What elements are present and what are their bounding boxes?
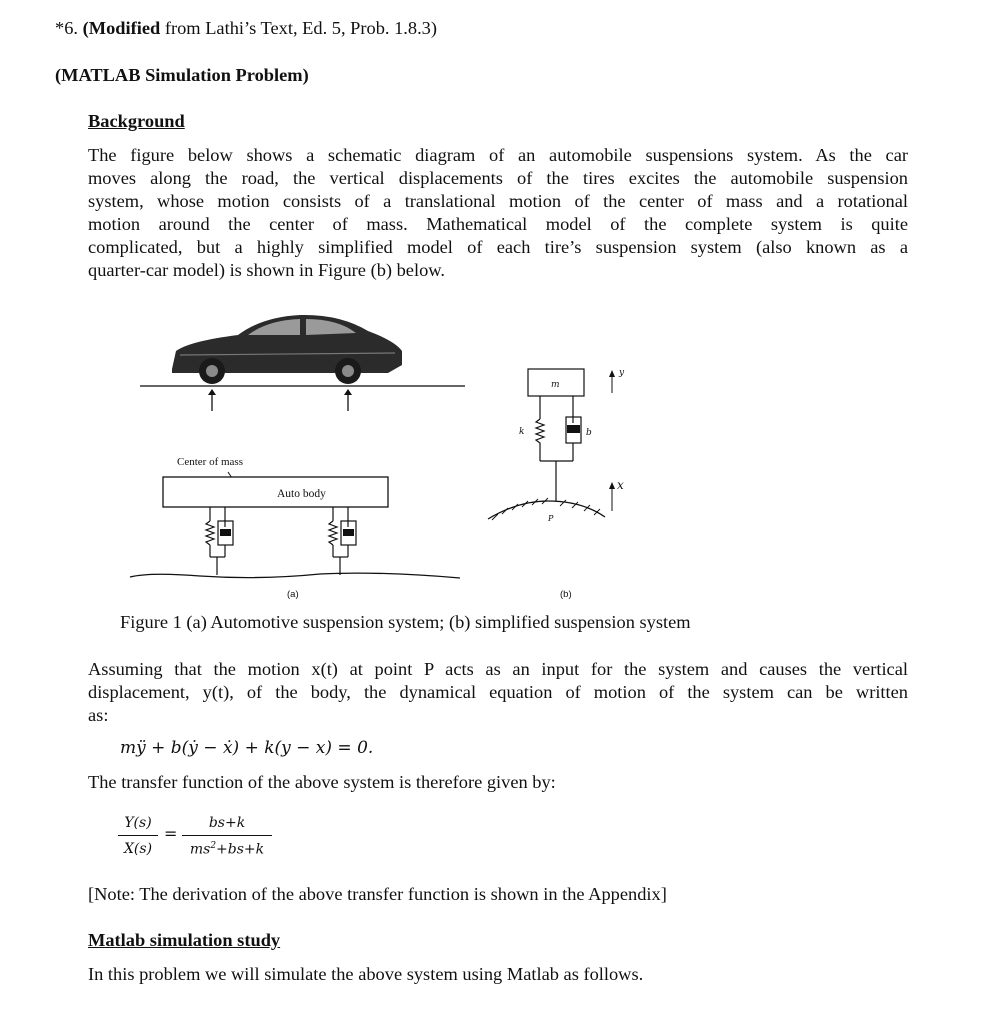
paragraph-line: The figure below shows a schematic diagram of an automobile suspensions system. As the car — [88, 145, 908, 165]
x-axis-label: x — [617, 478, 624, 492]
center-of-mass-label: Center of mass — [177, 456, 243, 468]
modified-label: (Modified — [82, 18, 161, 38]
paragraph-line: quarter-car model) is shown in Figure (b) below. — [88, 260, 445, 280]
figure-a-label: (a) — [287, 589, 299, 600]
problem-source: from Lathi’s Text, Ed. 5, Prob. 1.8.3) — [160, 18, 438, 38]
spring-label: k — [519, 427, 525, 437]
figure-caption: Figure 1 (a) Automotive suspension system; (b) simplified suspension system — [120, 612, 691, 632]
point-p-label: P — [548, 514, 554, 523]
assumption-paragraph — [88, 658, 908, 727]
paragraph-line: system, whose motion consists of a translational motion of the center of mass and a rotational — [88, 191, 908, 211]
problem-subtitle: (MATLAB Simulation Problem) — [55, 65, 309, 85]
equation-of-motion: mÿ + b(ẏ − ẋ) + k(y − x) = 0. — [120, 738, 374, 758]
damper-label: b — [586, 428, 592, 438]
figure-b-label: (b) — [560, 589, 572, 600]
car-illustration — [140, 315, 465, 411]
road-line — [130, 573, 460, 578]
tf-rhs-numerator: bs+k — [208, 815, 246, 831]
problem-number: *6. — [55, 18, 78, 38]
appendix-note: [Note: The derivation of the above transfer function is shown in the Appendix] — [88, 884, 667, 904]
matlab-heading: Matlab simulation study — [88, 930, 281, 950]
auto-body-diagram — [130, 456, 460, 600]
paragraph-line: Assuming that the motion x(t) at point P acts as an input for the system and causes the vertical — [88, 659, 908, 679]
background-heading: Background — [88, 111, 185, 131]
problem-title — [55, 17, 437, 40]
y-axis-label: y — [619, 368, 625, 378]
paragraph-line: motion around the center of mass. Mathematical model of the complete system is quite — [88, 214, 908, 234]
paragraph-line: displacement, y(t), of the body, the dynamical equation of motion of the system can be written — [88, 682, 908, 702]
background-paragraph — [88, 144, 908, 282]
matlab-text: In this problem we will simulate the above system using Matlab as follows. — [88, 964, 644, 984]
tf-lhs-denominator: X(s) — [123, 841, 153, 857]
paragraph-line: moves along the road, the vertical displacements of the tires excites the automobile suspension — [88, 168, 908, 188]
quarter-car-diagram — [488, 368, 625, 600]
auto-body-label: Auto body — [277, 488, 326, 500]
transfer-function-intro: The transfer function of the above system is therefore given by: — [88, 772, 556, 792]
tf-equals: = — [164, 824, 178, 843]
tf-lhs-numerator: Y(s) — [124, 815, 152, 831]
paragraph-line: as: — [88, 705, 109, 725]
suspension-figure — [0, 295, 1003, 605]
tf-rhs-denominator: $ms^2+bs+k$ — [189, 841, 265, 858]
auto-body-box — [163, 477, 388, 507]
paragraph-line: complicated, but a highly simplified model of each tire’s suspension system (also known as a — [88, 237, 908, 257]
mass-label: m — [551, 380, 560, 390]
